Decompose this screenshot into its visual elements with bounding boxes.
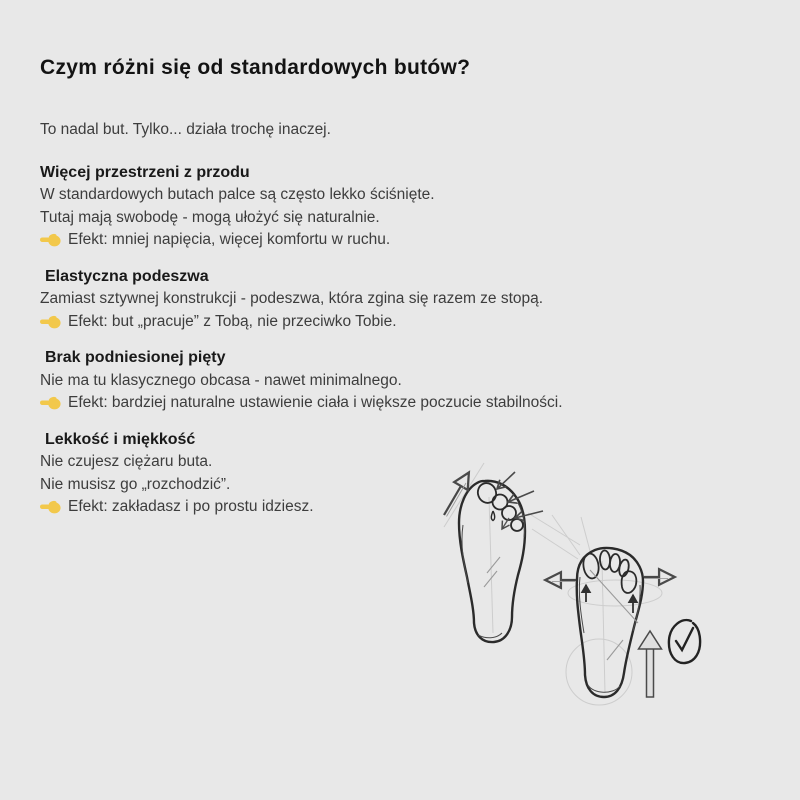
pointing-hand-icon [40,396,61,410]
up-arrow [639,631,662,697]
intro-text: To nadal but. Tylko... działa trochę inaczej. [40,121,331,138]
section-line: Nie ma tu klasycznego obcasa - nawet minimalnego. [40,371,402,389]
section-line: Nie czujesz ciężaru buta. [40,453,213,470]
check-icon [669,620,700,663]
section-more-space [40,162,665,252]
section-heading: Więcej przestrzeni z przodu [40,163,250,181]
section-flexible-sole [40,266,665,334]
pointing-hand-icon [40,233,61,247]
pointing-hand-icon [40,500,61,514]
section-line: W standardowych butach palce są często lekko ściśnięte. [40,186,435,203]
section-line: Zamiast sztywnej konstrukcji - podeszwa, która zgina się razem ze stopą. [40,290,544,307]
section-line: Nie musisz go „rozchodzić”. [40,475,231,493]
feet-sketch-illustration [430,445,705,725]
effect-text: Efekt: zakładasz i po prostu idziesz. [68,498,314,515]
spread-toes [582,550,637,593]
section-heading: Lekkość i miękkość [45,430,196,448]
effect-line [40,311,665,334]
page-title: Czym różni się od standardowych butów? [40,56,471,79]
wide-toebox-foot-sketch [577,548,643,697]
section-line: Tutaj mają swobodę - mogą ułożyć się naturalnie. [40,208,380,226]
effect-text: Efekt: mniej napięcia, więcej komfortu w ruchu. [68,231,391,248]
pointing-hand-icon [40,315,61,329]
toe-lift-arrows [586,585,633,613]
effect-line [40,392,665,415]
sketch-guides [444,463,662,705]
effect-line [40,229,665,252]
effect-text: Efekt: bardziej naturalne ustawienie ciała i większe poczucie stabilności. [68,394,563,411]
hatch-lines [590,570,638,660]
section-heading: Elastyczna podeszwa [45,267,209,285]
toe-spread-arrows [547,577,673,582]
section-heading: Brak podniesionej pięty [45,349,226,366]
section-no-heel [40,347,665,415]
effect-text: Efekt: but „pracuje” z Tobą, nie przeciwko Tobie. [68,312,397,330]
standard-shoe-foot-sketch [459,481,525,643]
